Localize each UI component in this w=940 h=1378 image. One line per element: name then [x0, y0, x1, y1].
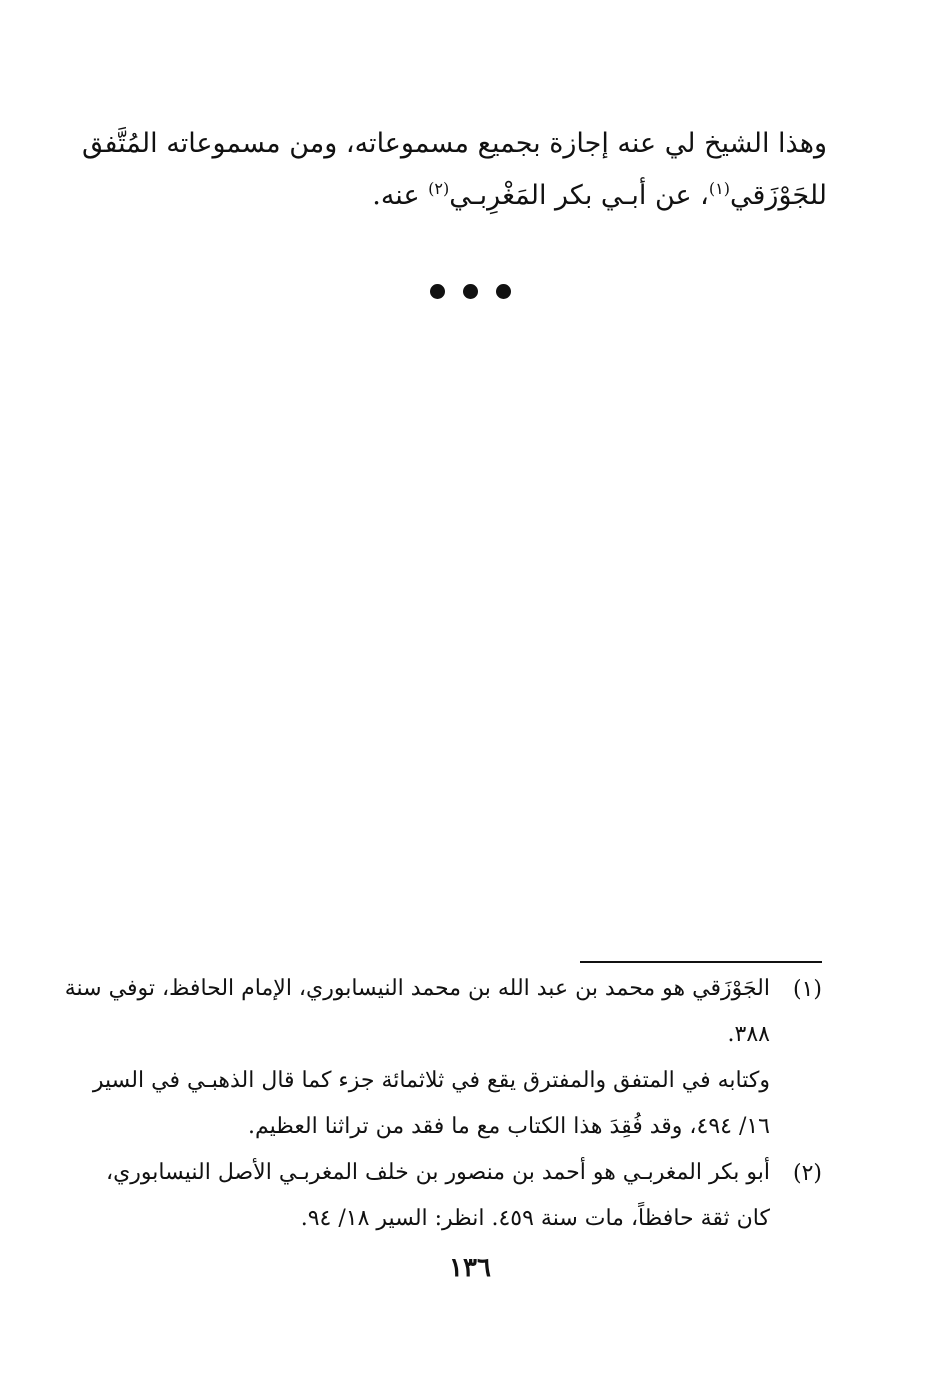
footnote-text — [98, 1150, 770, 1242]
footnote-line: ٣٨٨. — [727, 1022, 770, 1047]
main-line-1: وهذا الشيخ لي عنه إجازة بجميع مسموعاته، ومن مسموعاته المُتَّفق — [81, 128, 827, 159]
footnote-number: (٢) — [792, 1161, 822, 1186]
footnote-1-continuation — [92, 1058, 822, 1150]
footnote-line: وكتابه في المتفق والمفترق يقع في ثلاثمائة جزء كما قال الذهبـي في السير — [92, 1068, 770, 1093]
footnote-1 — [64, 966, 822, 1058]
footnote-divider — [580, 961, 822, 963]
jawzaqi-word: للجَوْزَقي — [730, 180, 827, 211]
section-separator — [0, 284, 940, 299]
main-line-2-end: عنه. — [372, 180, 429, 211]
main-line-2-middle: ، عن أبـي بكر المَغْرِبـي — [449, 180, 709, 211]
footnote-line: ١٦/ ٤٩٤، وقد فُقِدَ هذا الكتاب مع ما فقد من تراثنا العظيم. — [248, 1114, 770, 1139]
footnote-2 — [98, 1150, 822, 1242]
page-number: ١٣٦ — [449, 1253, 491, 1283]
footnote-line: الجَوْزَقي هو محمد بن عبد الله بن محمد النيسابوري، الإمام الحافظ، توفي سنة — [64, 976, 770, 1001]
separator-dot-icon — [463, 284, 478, 299]
main-paragraph — [81, 118, 827, 222]
main-line-2 — [107, 170, 827, 222]
footnotes — [64, 966, 822, 1242]
footnote-text — [93, 1058, 770, 1150]
footnote-number: (١) — [792, 977, 822, 1002]
separator-dot-icon — [430, 284, 445, 299]
separator-dot-icon — [496, 284, 511, 299]
footnote-line: أبو بكر المغربـي هو أحمد بن منصور بن خلف المغربـي الأصل النيسابوري، — [105, 1160, 770, 1185]
footnote-line: كان ثقة حافظاً، مات سنة ٤٥٩. انظر: السير ١٨/ ٩٤. — [300, 1206, 770, 1231]
footnote-text — [65, 966, 770, 1058]
footnote-ref-1[interactable]: (١) — [708, 179, 730, 198]
footnote-ref-2[interactable]: (٢) — [428, 179, 450, 198]
